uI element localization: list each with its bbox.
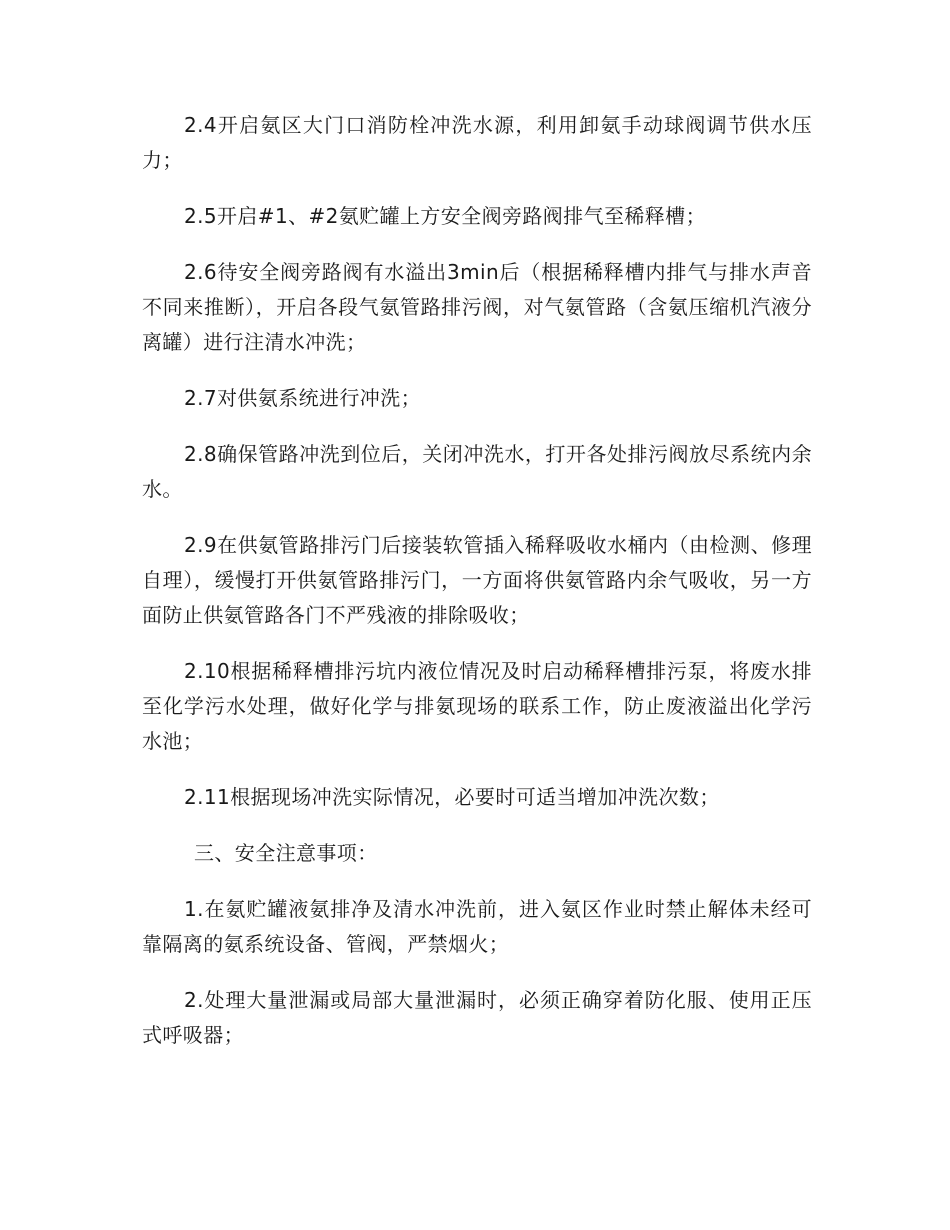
paragraph-2-11: 2.11根据现场冲洗实际情况，必要时可适当增加冲洗次数； <box>184 785 720 809</box>
paragraph-2-10: 2.10根据稀释槽排污坑内液位情况及时启动稀释槽排污泵，将废水排至化学污水处理，做好化学与排氨现场的联系工作，防止废液溢出化学污水池； <box>142 659 812 753</box>
paragraph-2-9: 2.9在供氨管路排污门后接装软管插入稀释吸收水桶内（由检测、修理自理），缓慢打开供氨管路排污门，一方面将供氨管路内余气吸收，另一方面防止供氨管路各门不严残液的排除吸收； <box>142 533 812 627</box>
paragraph-2-7: 2.7对供氨系统进行冲洗； <box>184 386 422 410</box>
paragraph-2-6: 2.6待安全阀旁路阀有水溢出3min后（根据稀释槽内排气与排水声音不同来推断），开启各段气氨管路排污阀，对气氨管路（含氨压缩机汽液分离罐）进行注清水冲洗； <box>142 260 812 354</box>
safety-item-2: 2.处理大量泄漏或局部大量泄漏时，必须正确穿着防化服、使用正压式呼吸器； <box>142 988 812 1047</box>
safety-item-1: 1.在氨贮罐液氨排净及清水冲洗前，进入氨区作业时禁止解体未经可靠隔离的氨系统设备、管阀，严禁烟火； <box>142 897 812 956</box>
section-heading-safety: 三、安全注意事项： <box>194 841 378 865</box>
paragraph-2-5: 2.5开启#1、#2氨贮罐上方安全阀旁路阀排气至稀释槽； <box>184 204 706 228</box>
document-body <box>142 108 812 1074</box>
paragraph-2-8: 2.8确保管路冲洗到位后，关闭冲洗水，打开各处排污阀放尽系统内余水。 <box>142 442 812 501</box>
paragraph-2-4: 2.4开启氨区大门口消防栓冲洗水源，利用卸氨手动球阀调节供水压力； <box>142 113 812 172</box>
